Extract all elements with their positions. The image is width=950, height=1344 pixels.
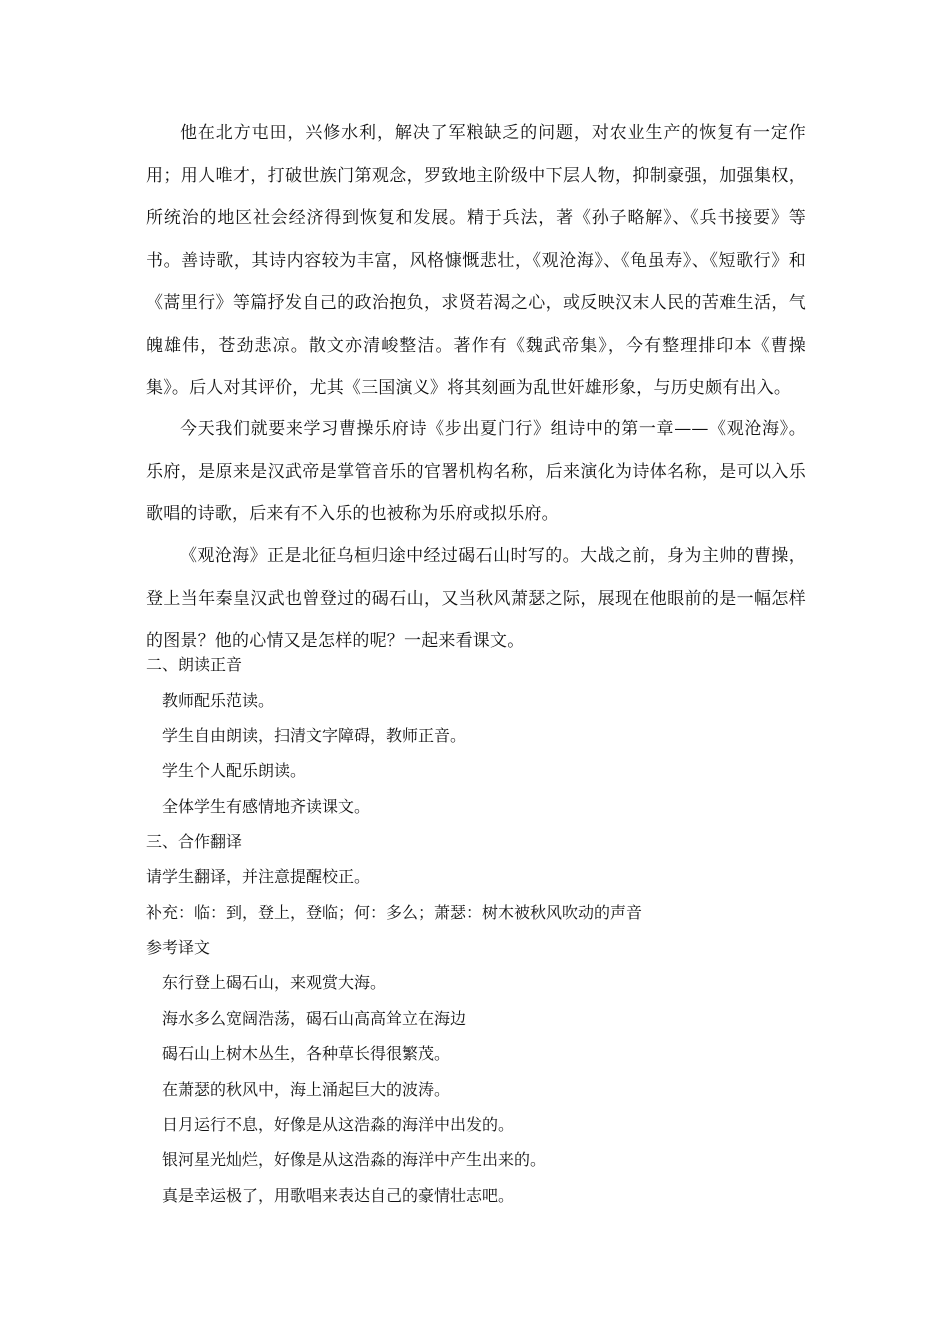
translation-line: 东行登上碣石山，来观赏大海。 xyxy=(162,973,387,992)
paragraph-lesson-intro: 今天我们就要来学习曹操乐府诗《步出夏门行》组诗中的第一章——《观沧海》。乐府，是原来是汉武帝是掌管音乐的官署机构名称，后来演化为诗体名称，是可以入乐歌唱的诗歌，后来有不入乐的也被称为乐府或拟乐府。 xyxy=(146,419,806,524)
reference-translation-heading: 参考译文 xyxy=(146,938,211,957)
translation-line: 在萧瑟的秋风中，海上涌起巨大的波涛。 xyxy=(162,1080,451,1099)
translation-line: 银河星光灿烂，好像是从这浩淼的海洋中产生出来的。 xyxy=(162,1150,547,1169)
translation-line: 海水多么宽阔浩荡，碣石山高高耸立在海边 xyxy=(162,1009,467,1028)
vocabulary-supplement: 补充：临：到，登上，登临；何：多么；萧瑟：树木被秋风吹动的声音 xyxy=(146,903,643,922)
section-heading-reading: 二、朗读正音 xyxy=(146,655,243,674)
translation-instruction: 请学生翻译，并注意提醒校正。 xyxy=(146,867,371,886)
list-item: 学生自由朗读，扫清文字障碍，教师正音。 xyxy=(162,726,467,745)
translation-line: 真是幸运极了，用歌唱来表达自己的豪情壮志吧。 xyxy=(162,1186,515,1205)
translation-line: 日月运行不息，好像是从这浩淼的海洋中出发的。 xyxy=(162,1115,515,1134)
paragraph-poem-background: 《观沧海》正是北征乌桓归途中经过碣石山时写的。大战之前，身为主帅的曹操，登上当年秦皇汉武也曾登过的碣石山，又当秋风萧瑟之际，展现在他眼前的是一幅怎样的图景？他的心情又是怎样的呢？一起来看课文。 xyxy=(146,546,806,651)
section-heading-translation: 三、合作翻译 xyxy=(146,832,243,851)
translation-line: 碣石山上树木丛生，各种草长得很繁茂。 xyxy=(162,1044,451,1063)
list-item: 学生个人配乐朗读。 xyxy=(162,761,307,780)
list-item: 全体学生有感情地齐读课文。 xyxy=(162,797,371,816)
list-item: 教师配乐范读。 xyxy=(162,691,275,710)
paragraph-cao-cao-biography: 他在北方屯田，兴修水利，解决了军粮缺乏的问题，对农业生产的恢复有一定作用；用人唯才，打破世族门第观念，罗致地主阶级中下层人物，抑制豪强，加强集权，所统治的地区社会经济得到恢复和发展。精于兵法，著《孙子略解》、《兵书接要》等书。善诗歌，其诗内容较为丰富，风格慷慨悲壮，《观沧海》、《龟虽寿》、《短歌行》和《蒿里行》等篇抒发自己的政治抱负，求贤若渴之心，或反映汉末人民的苦难生活，气魄雄伟，苍劲悲凉。散文亦清峻整洁。著作有《魏武帝集》，今有整理排印本《曹操集》。后人对其评价，尤其《三国演义》将其刻画为乱世奸雄形象，与历史颇有出入。 xyxy=(146,123,806,398)
